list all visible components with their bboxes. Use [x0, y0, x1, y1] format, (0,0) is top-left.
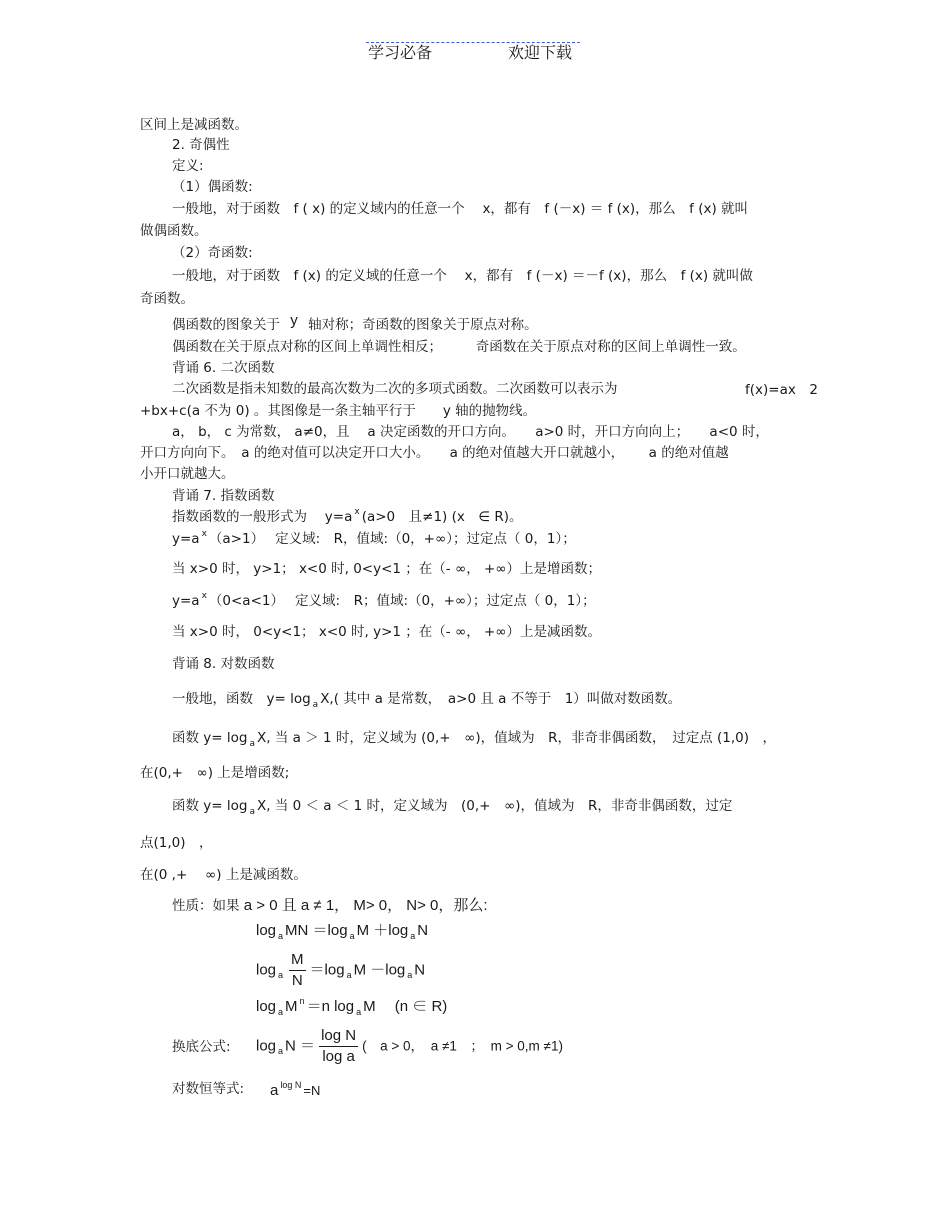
header-left-text: 学习必备	[368, 43, 433, 62]
text-line: 小开口就越大。	[140, 466, 235, 482]
math-text: a	[270, 1082, 279, 1099]
text-line: 区间上是减函数。	[140, 117, 248, 133]
text-fragment: X, 当 0 ＜ a ＜ 1 时，定义域为 (0,+ ∞)，值域为 R，非奇非偶函数，过定	[256, 798, 733, 814]
text-line	[172, 508, 523, 528]
math-text: ＝log	[309, 961, 345, 979]
text-line: 当 x>0 时， y>1； x<0 时, 0<y<1 ；在（- ∞， +∞）上是增函数；	[172, 561, 602, 577]
text-fragment: X,( 其中 a 是常数， a>0 且 a 不等于 1）叫做对数函数。	[320, 691, 682, 707]
text-line: 二次函数是指未知数的最高次数为二次的多项式函数。二次函数可以表示为	[172, 381, 618, 397]
text-line	[172, 530, 576, 550]
text-fragment: （0<a<1） 定义域: R；值域:（0，+∞）；过定点（ 0，1）；	[208, 593, 596, 609]
text-line: 做偶函数。	[140, 223, 208, 239]
superscript: x	[201, 591, 207, 601]
superscript: x	[354, 507, 360, 517]
text-line	[172, 690, 681, 710]
formula-change-of-base	[256, 1026, 563, 1067]
text-line: 一般地，对于函数 f (x) 的定义域的任意一个 x，都有 f (－x) ＝－f (x)，那么 f (x) 就叫做	[172, 268, 753, 284]
text-line: 偶函数在关于原点对称的区间上单调性相反； 奇函数在关于原点对称的区间上单调性一致。	[172, 339, 746, 355]
text-fragment: 指数函数的一般形式为 y=a	[172, 509, 353, 525]
text-line	[172, 729, 776, 749]
text-line	[172, 312, 538, 334]
text-line	[172, 797, 732, 817]
text-fragment: 轴对称；奇函数的图象关于原点对称。	[308, 317, 538, 333]
math-log: log	[256, 998, 277, 1015]
section-heading: 背诵 6. 二次函数	[172, 360, 275, 376]
text-line: 当 x>0 时， 0<y<1； x<0 时, y>1 ；在（- ∞， +∞）上是减函数。	[172, 624, 602, 640]
subscript: a	[278, 931, 284, 941]
numerator: M	[289, 950, 306, 971]
subscript: a	[349, 931, 355, 941]
formula-fragment: f(x)=ax 2	[745, 382, 818, 398]
property-line	[172, 897, 488, 915]
text-line	[172, 592, 596, 612]
text-fragment: y=a	[172, 593, 200, 609]
subscript: a	[356, 1007, 362, 1017]
formula-identity	[270, 1082, 320, 1101]
math-log: log	[256, 961, 277, 979]
math-text: N	[414, 961, 426, 979]
section-heading: 2. 奇偶性	[172, 137, 230, 153]
formula-power	[256, 998, 447, 1017]
math-log: log	[256, 1037, 277, 1055]
math-text: M	[285, 998, 298, 1015]
subheading: （2）奇函数:	[172, 245, 253, 261]
text-fragment: 偶函数的图象关于	[172, 317, 280, 333]
math-text: N	[417, 922, 429, 939]
subscript: a	[249, 739, 255, 749]
math-text: M (n ∈ R)	[363, 998, 448, 1015]
math-text: =N	[303, 1083, 321, 1098]
math-text: M －log	[353, 961, 406, 979]
page-header	[366, 40, 580, 62]
text-fragment: (a>0 且≠1) (x ∈ R)。	[361, 509, 523, 525]
denominator: N	[291, 972, 303, 989]
superscript: x	[201, 529, 207, 539]
math-condition: a > 0 且 a ≠ 1， M> 0， N> 0，那么:	[243, 897, 488, 914]
header-right-text: 欢迎下载	[508, 43, 573, 62]
text-fragment: 性质：如果	[172, 898, 240, 914]
text-fragment: 一般地，函数 y= log	[172, 691, 311, 707]
formula-quotient	[256, 950, 425, 991]
text-line: 奇函数。	[140, 291, 194, 307]
text-line: 点(1,0) ，	[140, 835, 213, 851]
subscript: a	[278, 1046, 284, 1057]
superscript: log N	[280, 1080, 302, 1090]
math-text: M ＋log	[356, 922, 409, 939]
subscript: a	[312, 700, 319, 710]
fraction	[289, 950, 306, 991]
text-fragment: X, 当 a ＞ 1 时，定义域为 (0,+ ∞)，值域为 R，非奇非偶函数， 过定点 (1,0) ，	[256, 730, 777, 746]
subscript: a	[278, 1007, 284, 1017]
math-text: MN ＝log	[285, 922, 348, 939]
section-heading: 背诵 8. 对数函数	[172, 656, 275, 672]
text-line: +bx+c(a 不为 0) 。其图像是一条主轴平行于 y 轴的抛物线。	[140, 403, 537, 419]
text-fragment: （a>1） 定义域: R，值域:（0，+∞）；过定点（ 0，1）；	[208, 531, 576, 547]
denominator: log a	[322, 1048, 355, 1065]
math-text: ＝n log	[306, 998, 355, 1015]
superscript: n	[299, 996, 305, 1006]
numerator: log N	[319, 1026, 358, 1047]
math-log: log	[256, 922, 277, 939]
subscript: a	[346, 970, 352, 981]
subscript: a	[249, 807, 255, 817]
math-text: N ＝	[285, 1037, 316, 1055]
text-fragment: y=a	[172, 531, 200, 547]
variable-y: y	[290, 312, 298, 329]
text-fragment: 函数 y= log	[172, 730, 248, 746]
fraction	[319, 1026, 358, 1067]
formula-label: 对数恒等式:	[172, 1081, 245, 1097]
section-heading: 背诵 7. 指数函数	[172, 488, 275, 504]
formula-product	[256, 922, 428, 941]
subscript: a	[410, 931, 416, 941]
text-line: 定义:	[172, 158, 204, 174]
text-line: 在(0,+ ∞) 上是增函数;	[140, 765, 290, 781]
subscript: a	[278, 970, 284, 981]
text-line: 开口方向向下。 a 的绝对值可以决定开口大小。 a 的绝对值越大开口就越小， a 的绝对值越	[140, 445, 729, 461]
math-text: ( a > 0， a ≠1 ； m > 0,m ≠1)	[362, 1038, 563, 1054]
text-line: 在(0 ,+ ∞) 上是减函数。	[140, 867, 307, 883]
text-fragment: 函数 y= log	[172, 798, 248, 814]
formula-label: 换底公式:	[172, 1039, 231, 1055]
subscript: a	[407, 970, 413, 981]
text-line: 一般地，对于函数 f ( x) 的定义域内的任意一个 x，都有 f (－x) ＝ f (x)，那么 f (x) 就叫	[172, 201, 749, 217]
subheading: （1）偶函数:	[172, 179, 253, 195]
text-line: a， b， c 为常数， a≠0，且 a 决定函数的开口方向。 a>0 时，开口方向向上； a<0 时，	[172, 424, 769, 440]
